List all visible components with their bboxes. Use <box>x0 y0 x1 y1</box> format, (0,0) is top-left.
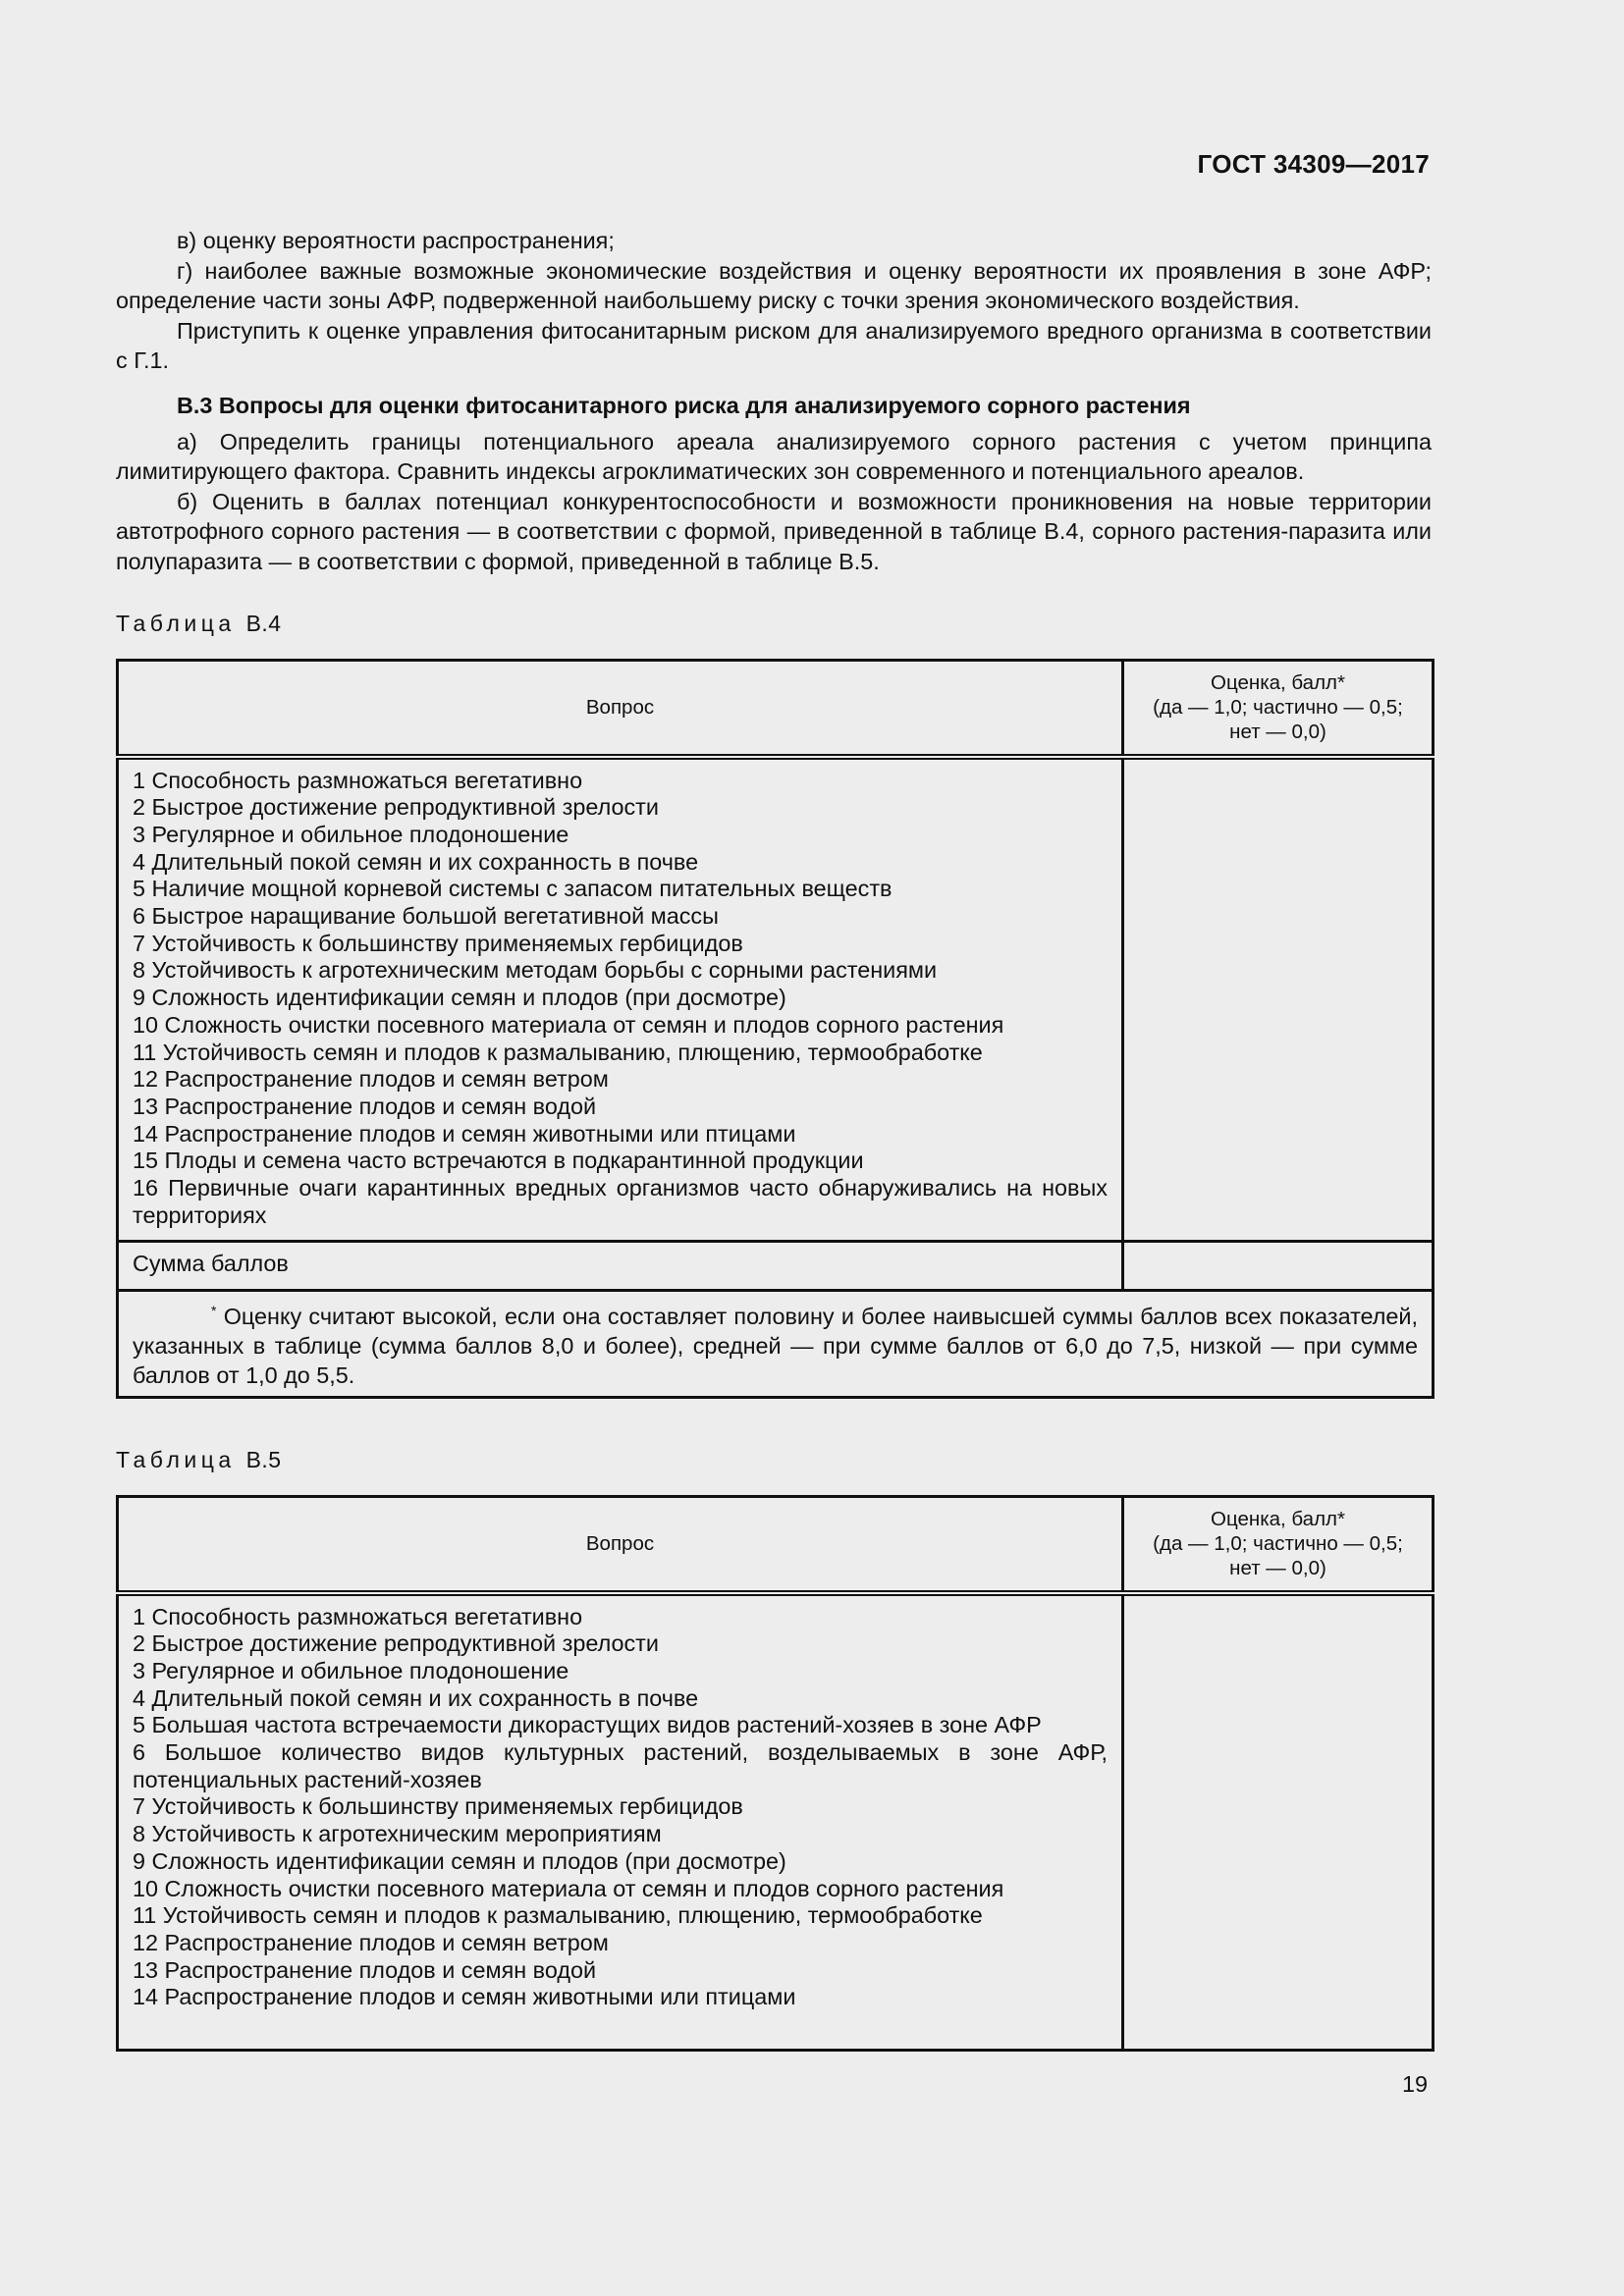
list-item: 1 Способность размножаться вегетативно <box>133 767 583 793</box>
paragraph: г) наиболее важные возможные экономические воздействия и оценку вероятности их проявления в зоне АФР; определение части зоны АФР, подверженной наибольшему риску с точки зрения экономического воздействия. <box>116 257 1432 313</box>
list-item: 5 Наличие мощной корневой системы с запасом питательных веществ <box>133 876 893 902</box>
list-item: 8 Устойчивость к агротехническим мероприятиям <box>133 1821 662 1847</box>
list-item: 3 Регулярное и обильное плодоношение <box>133 1657 569 1683</box>
footnote-text: Оценку считают высокой, если она составляет половину и более наивысшей суммы баллов всех показателей, указанных в таблице (сумма баллов 8,0 и более), средней — при сумме баллов от 6,0 до 7,5, низкой — при сумме баллов от 1,0 до 5,5. <box>133 1303 1419 1388</box>
caption-number: В.4 <box>245 611 282 636</box>
list-item: 10 Сложность очистки посевного материала от семян и плодов сорного растения <box>133 1011 1004 1038</box>
list-item: 13 Распространение плодов и семян водой <box>133 1093 597 1119</box>
paragraph: Приступить к оценке управления фитосанитарным риском для анализируемого вредного организма в соответствии с Г.1. <box>116 317 1432 373</box>
list-item: 12 Распространение плодов и семян ветром <box>133 1066 609 1093</box>
table-caption-b5 <box>116 1447 282 1473</box>
paragraph: в) оценку вероятности распространения; <box>177 228 615 253</box>
score-header-line: нет — 0,0) <box>1229 721 1326 744</box>
questions-cell <box>118 1593 1123 2051</box>
list-item: 10 Сложность очистки посевного материала от семян и плодов сорного растения <box>133 1875 1004 1901</box>
score-header-line: Оценка, балл* <box>1211 671 1345 695</box>
column-header-question: Вопрос <box>118 661 1123 757</box>
list-item: 4 Длительный покой семян и их сохранность в почве <box>133 848 699 875</box>
list-item: 5 Большая частота встречаемости дикорастущих видов растений-хозяев в зоне АФР <box>133 1712 1042 1738</box>
intro-text <box>116 226 1432 376</box>
column-header-question: Вопрос <box>118 1497 1123 1593</box>
list-item: 11 Устойчивость семян и плодов к размалыванию, плющению, термообработке <box>133 1902 983 1929</box>
list-item: 16 Первичные очаги карантинных вредных организмов часто обнаруживались на новых территориях <box>133 1175 1108 1228</box>
list-item: 14 Распространение плодов и семян животными или птицами <box>133 1984 796 2010</box>
table-caption-b4 <box>116 611 282 637</box>
paragraph: а) Определить границы потенциального ареала анализируемого сорного растения с учетом принципа лимитирующего фактора. Сравнить индексы агроклиматических зон современного и потенциального ареалов. <box>116 428 1432 484</box>
footnote-mark: * <box>211 1303 217 1318</box>
table-footnote <box>118 1291 1434 1398</box>
score-header-line: Оценка, балл* <box>1211 1508 1345 1531</box>
list-item: 6 Большое количество видов культурных растений, возделываемых в зоне АФР, потенциальных растений-хозяев <box>133 1739 1108 1792</box>
list-item: 2 Быстрое достижение репродуктивной зрелости <box>133 1630 659 1657</box>
list-item: 12 Распространение плодов и семян ветром <box>133 1929 609 1955</box>
section-title: В.3 Вопросы для оценки фитосанитарного риска для анализируемого сорного растения <box>177 393 1191 418</box>
list-item: 15 Плоды и семена часто встречаются в подкарантинной продукции <box>133 1148 864 1174</box>
sum-score-cell <box>1123 1242 1434 1291</box>
list-item: 2 Быстрое достижение репродуктивной зрелости <box>133 794 659 821</box>
list-item: 14 Распространение плодов и семян животными или птицами <box>133 1120 796 1147</box>
list-item: 3 Регулярное и обильное плодоношение <box>133 821 569 847</box>
list-item: 4 Длительный покой семян и их сохранность в почве <box>133 1684 699 1711</box>
score-header-line: нет — 0,0) <box>1229 1557 1326 1580</box>
caption-word: Таблица <box>116 1447 236 1472</box>
list-item: 6 Быстрое наращивание большой вегетативной массы <box>133 903 719 930</box>
column-header-score <box>1123 1497 1434 1593</box>
list-item: 9 Сложность идентификации семян и плодов (при досмотре) <box>133 985 786 1011</box>
list-item: 13 Распространение плодов и семян водой <box>133 1956 597 1983</box>
score-cell <box>1123 1593 1434 2051</box>
score-header-line: (да — 1,0; частично — 0,5; <box>1153 696 1403 720</box>
standard-number: ГОСТ 34309—2017 <box>1197 149 1430 179</box>
list-item: 1 Способность размножаться вегетативно <box>133 1603 583 1629</box>
table-b5 <box>116 1495 1435 2052</box>
caption-number: В.5 <box>245 1447 282 1472</box>
section-b3 <box>116 391 1432 576</box>
score-cell <box>1123 757 1434 1242</box>
list-item: 7 Устойчивость к большинству применяемых гербицидов <box>133 1793 743 1820</box>
table-b4 <box>116 659 1435 1399</box>
page-number: 19 <box>1401 2071 1428 2097</box>
paragraph: б) Оценить в баллах потенциал конкурентоспособности и возможности проникновения на новые территории автотрофного сорного растения — в соответствии с формой, приведенной в таблице В.4, сорного растения-паразита или полупаразита — в соответствии с формой, приведенной в таблице В.5. <box>116 488 1432 574</box>
list-item: 8 Устойчивость к агротехническим методам борьбы с сорными растениями <box>133 957 938 984</box>
score-header-line: (да — 1,0; частично — 0,5; <box>1153 1532 1403 1556</box>
list-item: 9 Сложность идентификации семян и плодов (при досмотре) <box>133 1847 786 1874</box>
caption-word: Таблица <box>116 611 236 636</box>
sum-label: Сумма баллов <box>118 1242 1123 1291</box>
questions-cell <box>118 757 1123 1242</box>
list-item: 7 Устойчивость к большинству применяемых гербицидов <box>133 930 743 956</box>
list-item: 11 Устойчивость семян и плодов к размалыванию, плющению, термообработке <box>133 1039 983 1065</box>
column-header-score <box>1123 661 1434 757</box>
